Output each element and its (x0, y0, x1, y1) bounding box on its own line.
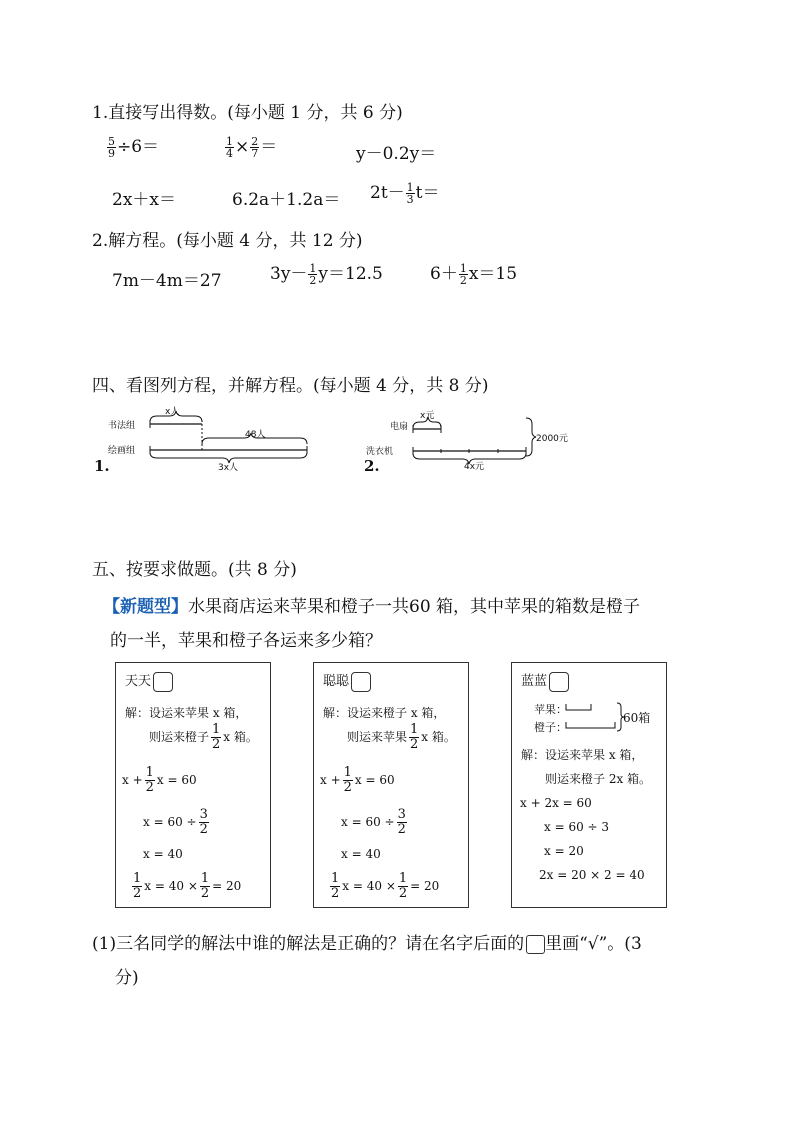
section-2-title: 2.解方程。(每小题 4 分，共 12 分) (92, 231, 363, 251)
solution-line: 则运来苹果 $\frac{1}{2}$ x 箱。 (347, 722, 456, 752)
equation-line: x = 60 ÷ 3 (544, 820, 610, 834)
solution-line: 解：设运来橙子 x 箱， (323, 706, 446, 720)
solution-card-tiantian (115, 662, 271, 908)
solution-line: 解：设运来苹果 x 箱， (521, 748, 644, 762)
sub-question-1-line1: (1)三名同学的解法中谁的解法是正确的？请在名字后面的 里画“√”。(3 (92, 934, 642, 954)
equation-2: 3y－ $\frac{1}{2}$ y＝12.5 (270, 262, 383, 287)
fraction: $\frac{1}{2}$ (398, 871, 408, 901)
section-4-title: 四、看图列方程，并解方程。(每小题 4 分，共 8 分) (92, 376, 489, 396)
equation-line: x = 20 (544, 844, 584, 858)
solution-line: 则运来橙子 2x 箱。 (545, 772, 652, 786)
equation-line: x = 40 (143, 847, 183, 861)
equation-line: x + $\frac{1}{2}$ x = 60 (122, 765, 197, 795)
equation-3: 6＋ $\frac{1}{2}$ x＝15 (430, 262, 518, 287)
diagram2-top-label: x元 (420, 411, 435, 421)
fraction: $\frac{1}{2}$ (309, 262, 317, 287)
check-box[interactable] (153, 672, 173, 692)
equation-line: 2x = 20 × 2 = 40 (539, 868, 645, 882)
diagram2-row2-label: 洗衣机 (366, 447, 394, 457)
solution-line: 解：设运来苹果 x 箱， (125, 706, 248, 720)
fraction: $\frac{1}{2}$ (212, 722, 221, 752)
equation-line: $\frac{1}{2}$ x = 40 × $\frac{1}{2}$ = 20 (133, 871, 242, 901)
student-name: 聪聪 (323, 670, 371, 692)
solution-card-lanlan (511, 662, 667, 908)
new-type-tag: 【新题型】 (103, 597, 188, 617)
fraction: $\frac{1}{2}$ (459, 262, 467, 287)
segment-diagram (565, 699, 625, 735)
expr-1: $\frac{5}{9}$ ÷6＝ (108, 135, 160, 160)
equation-line: x = 40 (341, 847, 381, 861)
diagram1-lines (145, 402, 315, 466)
orange-label: 橙子： (534, 721, 567, 734)
fraction: $\frac{3}{2}$ (199, 807, 208, 837)
fraction: $\frac{1}{4}$ (226, 135, 233, 160)
equation-line: $\frac{1}{2}$ x = 40 × $\frac{1}{2}$ = 20 (331, 871, 440, 901)
equation-line: x + $\frac{1}{2}$ x = 60 (320, 765, 395, 795)
solution-card-congcong (313, 662, 469, 908)
sub-question-1-line2: 分) (115, 968, 139, 988)
fraction: $\frac{3}{2}$ (397, 807, 406, 837)
question-line-2: 的一半，苹果和橙子各运来多少箱？ (110, 631, 382, 651)
fraction: $\frac{1}{2}$ (410, 722, 419, 752)
expr-3: y－0.2y＝ (356, 144, 437, 164)
equation-1: 7m－4m＝27 (112, 271, 222, 291)
check-box[interactable] (351, 672, 371, 692)
fraction: $\frac{1}{2}$ (200, 871, 210, 901)
diagram2-number: 2. (364, 457, 380, 475)
fraction: $\frac{1}{2}$ (133, 871, 142, 901)
diagram2-row1-label: 电扇 (390, 422, 409, 432)
equation-line: x = 60 ÷ $\frac{3}{2}$ (341, 807, 406, 837)
fraction: $\frac{2}{7}$ (251, 135, 259, 160)
fraction: $\frac{1}{2}$ (343, 765, 352, 795)
diagram1-row1-label: 书法组 (108, 421, 136, 431)
answer-box-sample (526, 935, 545, 954)
diagram1-mid-label: 48人 (245, 430, 266, 440)
diagram1-row2-label: 绘画组 (108, 446, 136, 456)
check-box[interactable] (549, 672, 569, 692)
student-name: 蓝蓝 (521, 670, 569, 692)
diagram2-total-label: 2000元 (536, 434, 568, 444)
fraction: $\frac{1}{3}$ (406, 181, 414, 206)
diagram2-lines (408, 404, 538, 468)
equation-line: x = 60 ÷ $\frac{3}{2}$ (143, 807, 208, 837)
solution-line: 则运来橙子 $\frac{1}{2}$ x 箱。 (149, 722, 258, 752)
diagram2-bottom-label: 4x元 (464, 462, 485, 472)
fraction: $\frac{1}{2}$ (145, 765, 154, 795)
section-1-title: 1.直接写出得数。(每小题 1 分，共 6 分) (92, 103, 403, 123)
apple-label: 苹果： (534, 703, 567, 716)
diagram1-bottom-label: 3x人 (218, 463, 239, 473)
fraction: $\frac{5}{9}$ (108, 135, 115, 160)
expr-6: 2t－ $\frac{1}{3}$ t＝ (370, 181, 440, 206)
section-5-title: 五、按要求做题。(共 8 分) (92, 560, 297, 580)
expr-5: 6.2a＋1.2a＝ (232, 190, 341, 210)
fraction: $\frac{1}{2}$ (331, 871, 340, 901)
expr-2: $\frac{1}{4}$ × $\frac{2}{7}$ ＝ (226, 135, 278, 160)
student-name: 天天 (125, 670, 173, 692)
total-label: 60箱 (623, 711, 651, 725)
diagram1-top-label: x人 (165, 407, 180, 417)
question-line-1: 【新题型】水果商店运来苹果和橙子一共60 箱，其中苹果的箱数是橙子 (103, 597, 641, 617)
diagram1-number: 1. (94, 457, 110, 475)
expr-4: 2x＋x＝ (112, 190, 176, 210)
equation-line: x + 2x = 60 (520, 796, 592, 810)
